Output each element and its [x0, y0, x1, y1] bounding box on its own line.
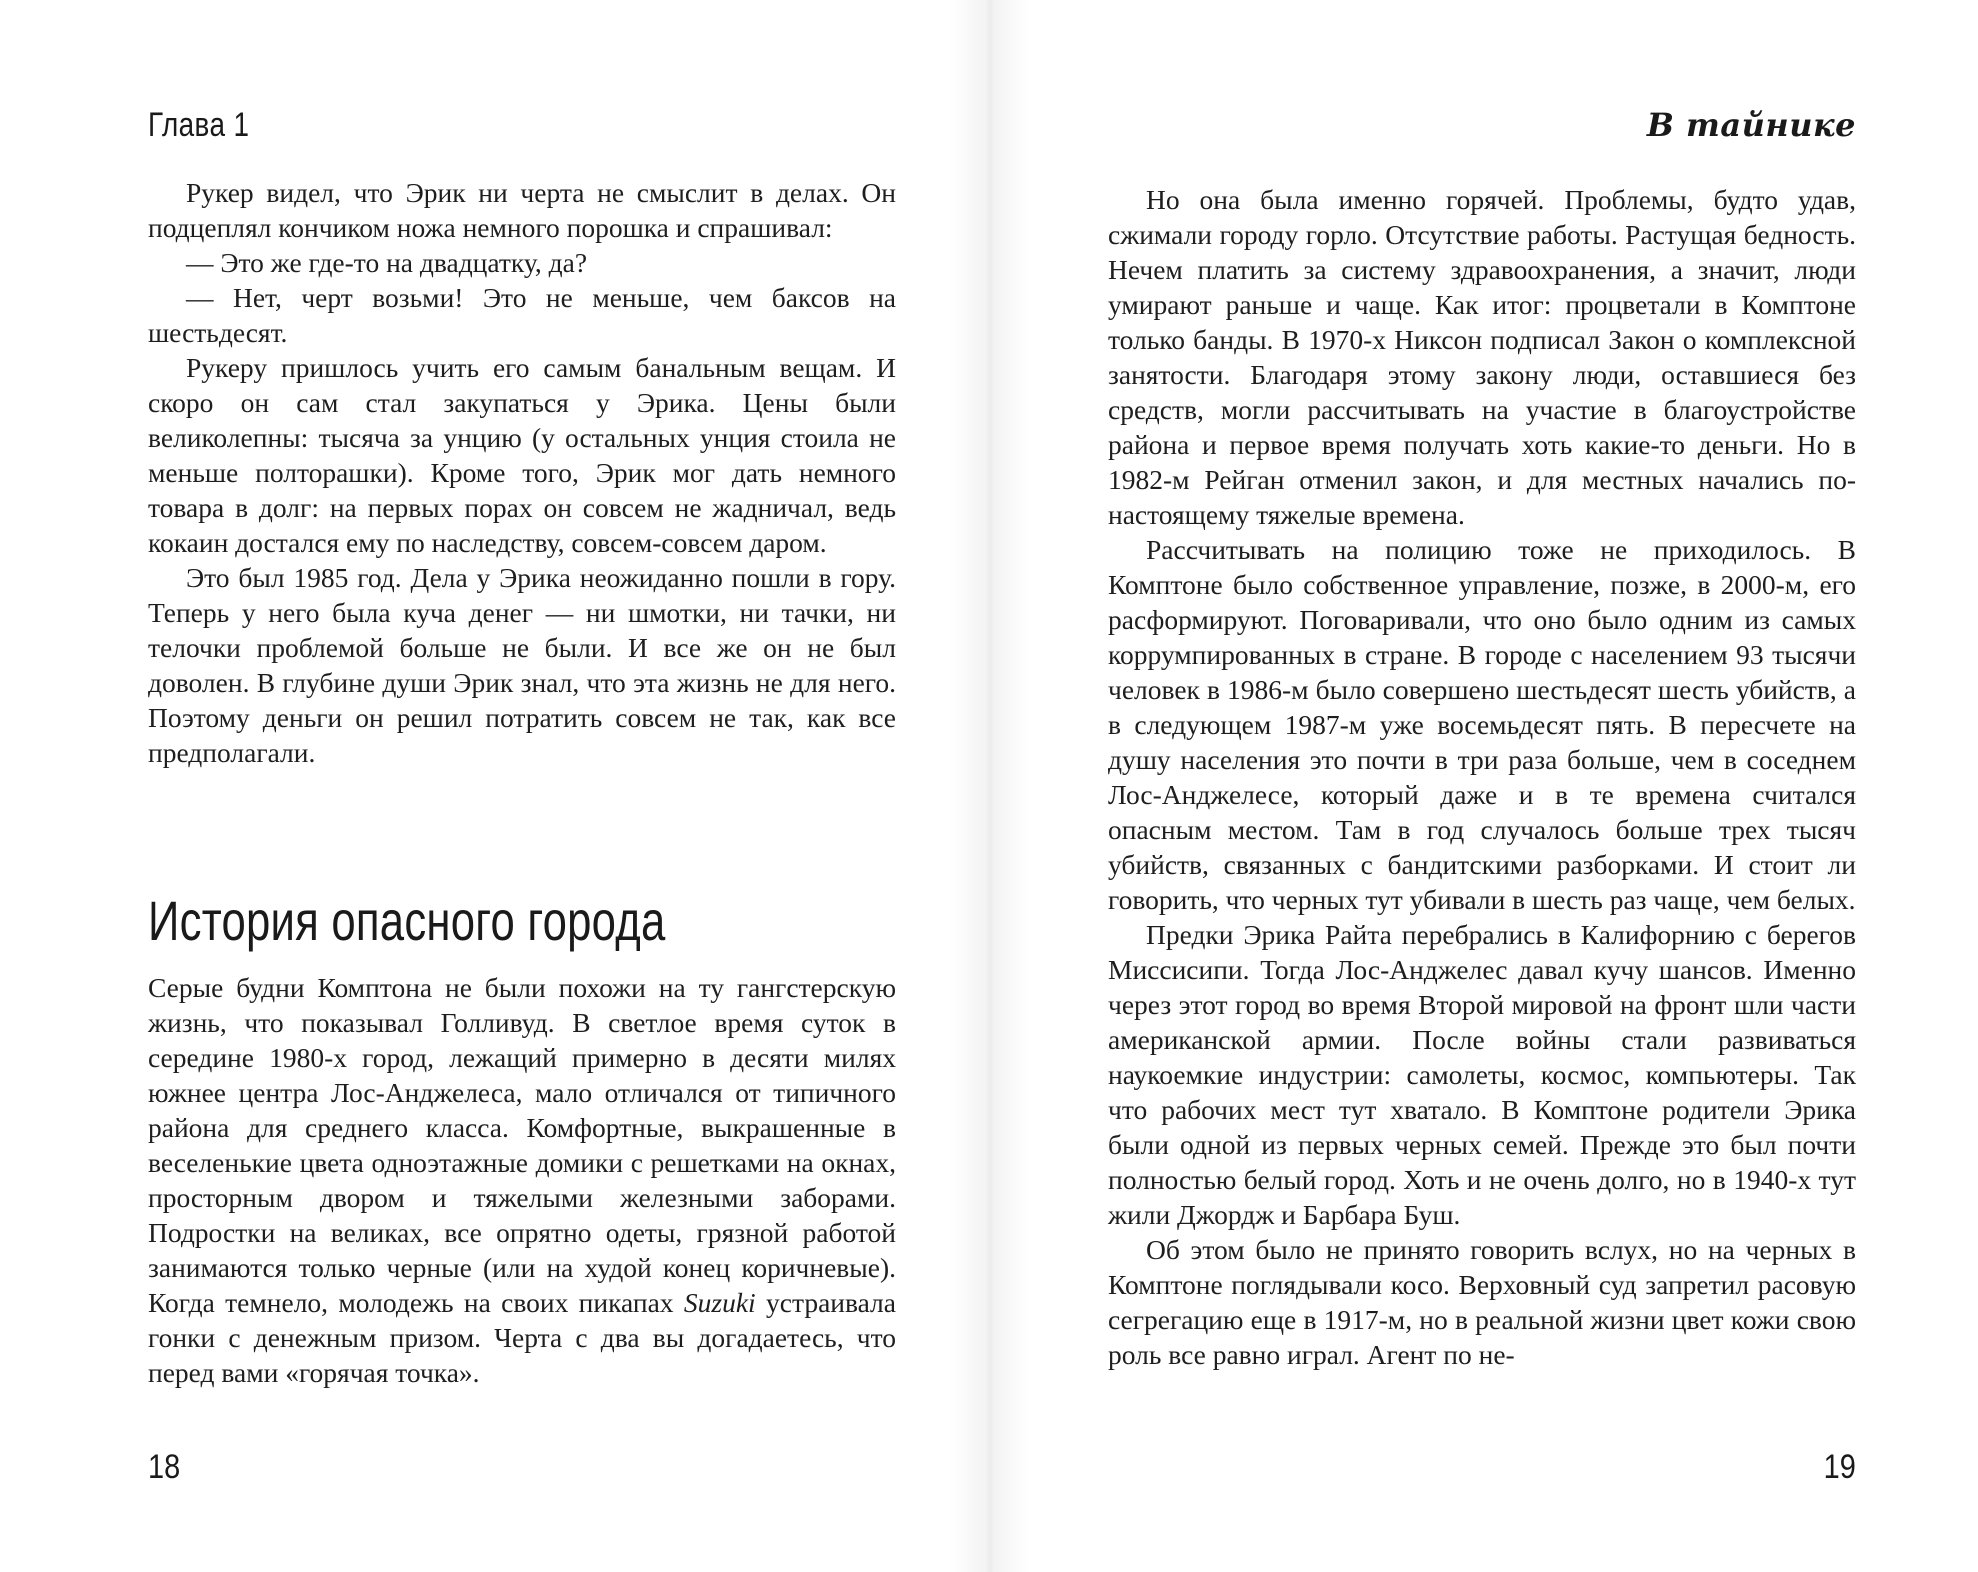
paragraph: Рукер видел, что Эрик ни черта не смыслит в делах. Он подцеплял кончиком ножа немного порошка и спрашивал:	[148, 177, 896, 243]
paragraph: Это был 1985 год. Дела у Эрика неожиданно пошли в гору. Теперь у него была куча денег — ни шмотки, ни тачки, ни телочки проблемой больше не были. И все же он не был доволен. В глубине души Эрик знал, что эта жизнь не для него. Поэтому деньги он решил потратить совсем не так, как все предполагали.	[148, 562, 896, 768]
right-page-text	[1108, 182, 1856, 1372]
left-page	[148, 0, 896, 1572]
left-page-text	[148, 175, 896, 770]
book-running-head: В тайнике	[1646, 106, 1856, 144]
section-paragraph	[148, 970, 896, 1390]
dialogue-line: — Это же где-то на двадцатку, да?	[186, 247, 588, 278]
paragraph: Рассчитывать на полицию тоже не приходилось. В Комптоне было собственное управление, позже, в 2000-м, его расформируют. Поговаривали, что оно было одним из самых коррумпированных в стране. В городе с населением 93 тысячи человек в 1986-м было совершено шестьдесят шесть убийств, а в следующем 1987-м уже восемьдесят пять. В пересчете на душу населения это почти в три раза больше, чем в соседнем Лос-Анджелесе, который даже и в те времена считался опасным местом. Там в год случалось больше трех тысяч убийств, связанных с бандитскими разборками. И стоит ли говорить, что черных тут убивали в шесть раз чаще, чем белых.	[1108, 534, 1856, 915]
section-paragraph-part2: устраивала гонки с денежным призом. Черта с два вы догадаетесь, что перед вами «горячая точка».	[148, 1287, 896, 1388]
page-number-right: 19	[1823, 1448, 1856, 1486]
brand-name-italic: Suzuki	[683, 1287, 756, 1318]
paragraph: Но она была именно горячей. Проблемы, будто удав, сжимали городу горло. Отсутствие работы. Растущая бедность. Нечем платить за систему здравоохранения, а значит, люди умирают раньше и чаще. Как итог: процветали в Комптоне только банды. В 1970-х Никсон подписал Закон о комплексной занятости. Благодаря этому закону люди, оставшиеся без средств, могли рассчитывать на участие в благоустройстве района и первое время получать хоть какие-то деньги. Но в 1982-м Рейган отменил закон, и для местных начались по-настоящему тяжелые времена.	[1108, 184, 1856, 530]
book-gutter	[950, 0, 1030, 1572]
paragraph: Предки Эрика Райта перебрались в Калифорнию с берегов Миссисипи. Тогда Лос-Анджелес давал кучу шансов. Именно через этот город во время Второй мировой на фронт шли части американской армии. После войны стали развиваться наукоемкие индустрии: самолеты, космос, компьютеры. Так что рабочих мест тут хватало. В Комптоне родители Эрика были одной из первых черных семей. Прежде это был почти полностью белый город. Хоть и не очень долго, но в 1940-х тут жили Джордж и Барбара Буш.	[1108, 919, 1856, 1230]
dialogue-line: — Нет, черт возьми! Это не меньше, чем баксов на шестьдесят.	[148, 282, 896, 348]
section-title: История опасного города	[148, 889, 666, 952]
right-page	[1108, 0, 1856, 1572]
section-text	[148, 970, 896, 1390]
paragraph: Рукеру пришлось учить его самым банальным вещам. И скоро он сам стал закупаться у Эрика. Цены были великолепны: тысяча за унцию (у остальных унция стоила не меньше полторашки). Кроме того, Эрик мог дать немного товара в долг: на первых порах он совсем не жадничал, ведь кокаин достался ему по наследству, совсем-совсем даром.	[148, 352, 896, 558]
chapter-running-head: Глава 1	[148, 106, 250, 144]
section-paragraph-part1: Серые будни Комптона не были похожи на ту гангстерскую жизнь, что показывал Голливуд. В светлое время суток в середине 1980-х город, лежащий примерно в десяти милях южнее центра Лос-Анджелеса, мало отличался от типичного района для среднего класса. Комфортные, выкрашенные в веселенькие цвета одноэтажные домики с решетками на окнах, просторным двором и тяжелыми железными заборами. Подростки на великах, все опрятно одеты, грязной работой занимаются только черные (или на худой конец коричневые). Когда темнело, молодежь на своих пикапах	[148, 972, 896, 1318]
page-number-left: 18	[148, 1448, 181, 1486]
paragraph: Об этом было не принято говорить вслух, но на черных в Комптоне поглядывали косо. Верховный суд запретил расовую сегрегацию еще в 1917-м, но в реальной жизни цвет кожи свою роль все равно играл. Агент по не-	[1108, 1234, 1856, 1370]
